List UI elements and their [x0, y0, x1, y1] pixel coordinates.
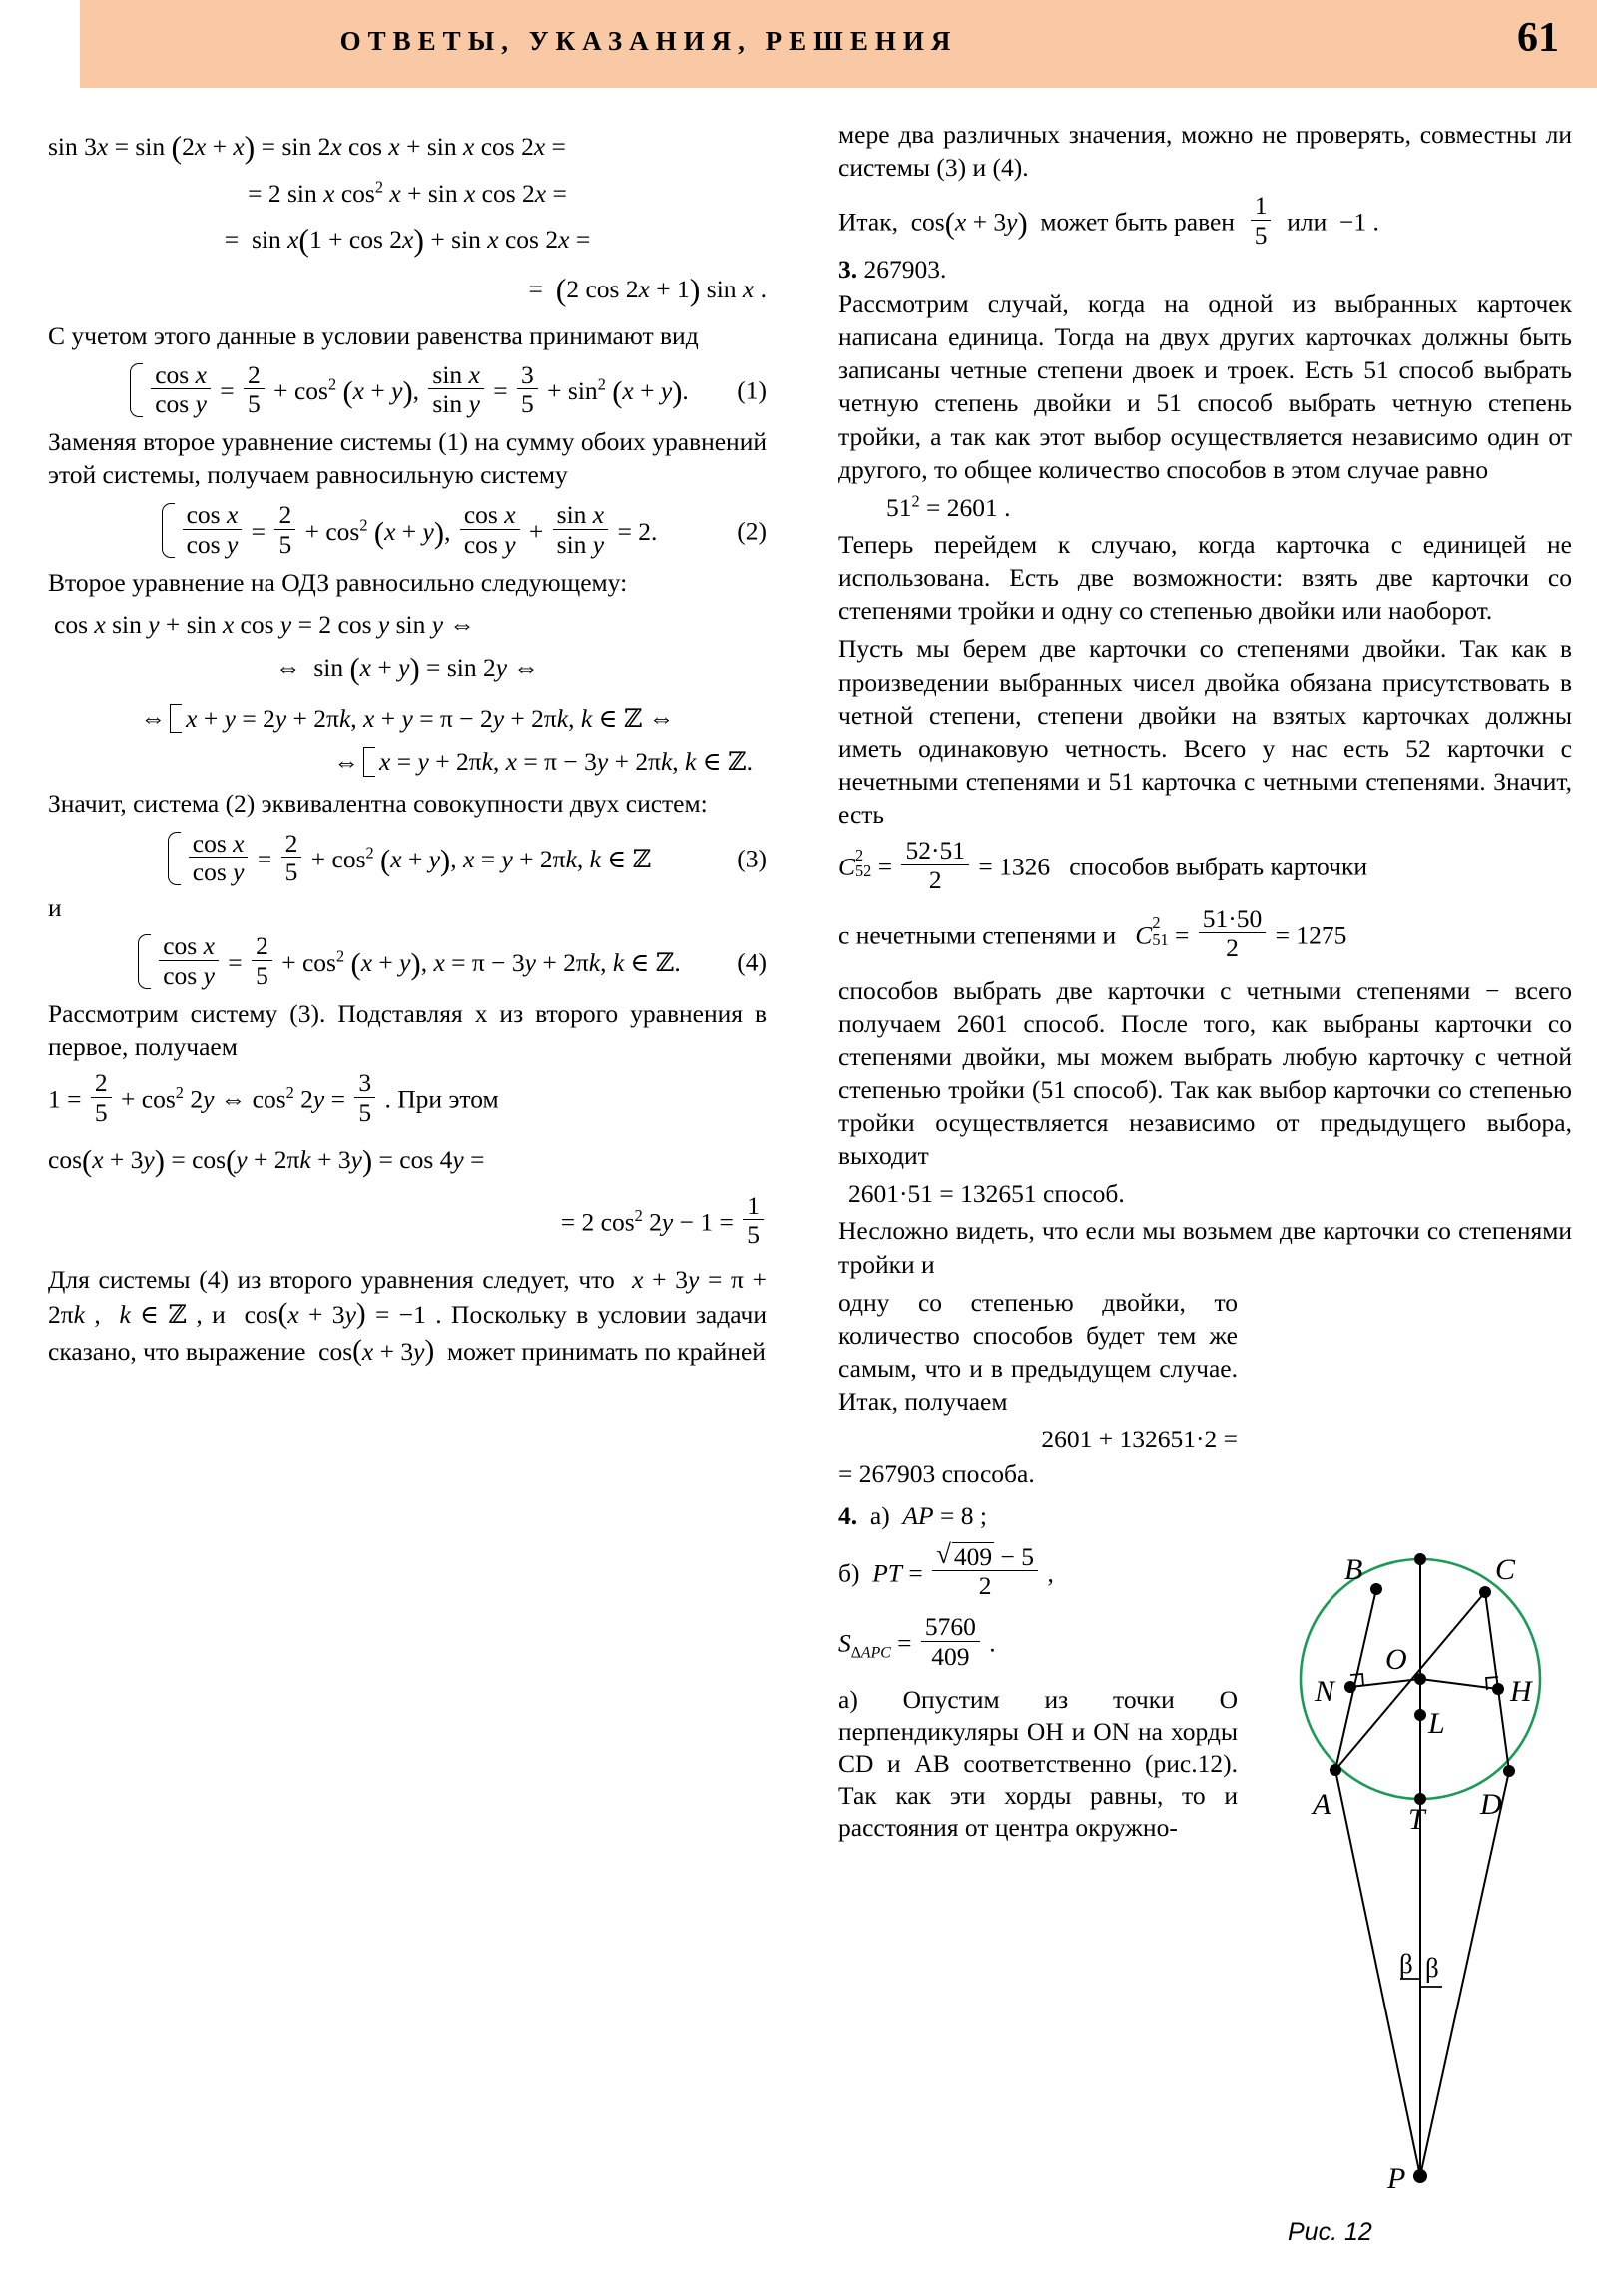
equation-sin3x-line3: = sin x(1 + cos 2x) + sin x cos 2x = [224, 222, 591, 258]
system-1-wrapper [48, 361, 767, 420]
figure-labels [1311, 1553, 1534, 2195]
paragraph-solution-4a: а) Опустим из точки O перпендикуляры OH и ON на хорды CD и AB соответственно (рис.12). Так как эти хорды равны, то и расстояния от центра окружно- [838, 1684, 1238, 1843]
answer-4-a: 4. а) AP = 8 ; [838, 1500, 987, 1530]
label-A: A [1313, 1788, 1331, 1821]
equation-chain-2: ⇔ sin (x + y) = sin 2y ⇔ [275, 652, 539, 687]
paragraph-three-powers-rest: одну со степенью двойки, то количество способов будет тем же самым, что и в предыдущем случае. Итак, получаем [838, 1287, 1238, 1417]
equation-substitution: 1 = $\frac{2}{5}$ + $\cos^2 2y$ ⇔ $\cos^2 2y$ = $\frac{3}{5}$ . При этом [48, 1068, 499, 1127]
equation-chain-1: cos x sin y + sin x cos y = 2 cos y sin y ⇔ [54, 610, 475, 640]
equation-sin3x-line4: = (2 cos 2x + 1) sin x . [528, 273, 767, 308]
equation-tag-1: (1) [737, 375, 767, 405]
label-B: B [1344, 1553, 1363, 1586]
answer-4-area: $S_{\Delta APC}$ = $\frac{5760}{409}$ . [838, 1612, 996, 1671]
label-N: N [1315, 1675, 1335, 1708]
label-beta-left: β [1399, 1949, 1413, 1979]
equation-c51-line: с нечетными степенями и C 2 51 = $\frac{51\cdot 50}{2}$ = 1275 [838, 903, 1347, 963]
paragraph-three-powers-intro: Несложно видеть, что если мы возьмем две карточки со степенями тройки и [838, 1216, 1572, 1279]
equation-51-squared: $51^2 = 2601$ . [886, 491, 1011, 522]
answer-3 [838, 253, 1572, 286]
label-O: O [1385, 1643, 1407, 1676]
paragraph-itak: Итак, cos(x + 3y) может быть равен $\frac{1}{5}$ или −1 . [838, 191, 1379, 250]
paragraph-system-4-conclusion: Для системы (4) из второго уравнения следует, что x + 3y = π + 2πk , k ∈ ℤ , и cos(x + 3y) = −1 . Поскольку в условии задачи сказано, что выражение cos(x + 3y) может принимать по крайней [48, 1265, 767, 1368]
label-D: D [1480, 1788, 1502, 1821]
label-L: L [1428, 1707, 1445, 1740]
label-beta-right: β [1425, 1953, 1439, 1983]
figure-segments [1335, 1559, 1509, 2176]
system-4-wrapper [48, 932, 767, 991]
text-after-c52: способов выбрать карточки [1069, 852, 1367, 881]
equation-chain-3: ⇔ x + y = 2y + 2πk, x + y = π − 2y + 2πk, k ∈ ℤ ⇔ [48, 699, 767, 735]
paragraph-equivalent-set: Значит, система (2) эквивалентна совокупности двух систем: [48, 788, 708, 818]
answer-4-b: б) PT = √ $\frac{409 - 5}{2}$ , [838, 1542, 1238, 1602]
paragraph-with-condition: С учетом этого данные в условии равенства принимают вид [48, 321, 699, 351]
page-number: 61 [1517, 15, 1559, 61]
label-P: P [1387, 2162, 1406, 2195]
equation-sin3x-line1: sin 3x = sin (2x + x) = sin 2x cos x + sin x cos 2x = [48, 130, 566, 165]
geometry-figure-svg [1253, 1517, 1597, 2276]
equation-2601-times-51: 2601·51 = 132651 способ. [848, 1179, 1125, 1209]
equation-c52-line: C 2 52 = $\frac{52\cdot 51}{2}$ = 1326 способов выбрать карточки [838, 836, 1367, 894]
label-T: T [1408, 1803, 1425, 1836]
answer-4-label: 4. [838, 1500, 858, 1530]
conjunction-and: и [48, 893, 62, 923]
system-3: $\frac{\text{cos x}}{\text{cos y}}$ = $\frac{2}{5}$ + $\cos^2 (x + y)$, x = y + 2πk, k ∈ ℤ [164, 830, 651, 888]
system-2: $\frac{\text{cos x}}{\text{cos y}}$ = $\frac{2}{5}$ + $\cos^2 (x + y)$, $\frac{\text{cos x}}{\text{cos y}}$ + $\frac{\text{sin x}}{\text{sin y}}$ = 2. [158, 501, 658, 560]
label-H: H [1510, 1675, 1532, 1708]
geometry-figure [1253, 1517, 1597, 2276]
equation-tag-3: (3) [737, 844, 767, 873]
figure-caption: Рис. 12 [1288, 2218, 1372, 2246]
paragraph-two-values: мере два различных значения, можно не проверять, совместны ли системы (3) и (4). [838, 120, 1572, 183]
paragraph-two-twos-cards: Пусть мы берем две карточки со степенями двойки. Так как в произведении выбранных чисел двойка обязана присутствовать в четной степени, степени двойки на взятых карточках должны иметь одинаковую четность. Всего у нас есть 52 карточки с нечетными степенями и 51 карточка с четными степенями. Значит, есть [838, 634, 1572, 830]
equation-total-result: = 267903 способа. [838, 1459, 1035, 1489]
paragraph-even-powers-total: способов выбрать две карточки с четными степенями − всего получаем 2601 способ. После того, как выбраны карточки со степенями двойки, мы можем выбрать любую карточку с четной степенью тройки (51 способ). Так как выбор карточки со степенью тройки осуществляется независимо от предыдущего выбора, выходит [838, 975, 1572, 1171]
paragraph-case-unit-card: Рассмотрим случай, когда на одной из выбранных карточек написана единица. Тогда на двух других карточках должны быть записаны четные степени двоек и троек. Есть 51 способ выбрать четную степень двойки и 51 способ выбрать четную степень тройки, а так как этот выбор осуществляется независимо один от другого, то общее количество способов в этом случае равно [838, 289, 1572, 484]
equation-tag-4: (4) [737, 947, 767, 977]
equation-sin3x-line2: = 2 sin x $\cos^2 x + \sin x$ cos 2x = [248, 177, 567, 209]
equation-chain-4: ⇔ x = y + 2πk, x = π − 3y + 2πk, k ∈ ℤ. [48, 743, 753, 779]
system-3-wrapper [48, 830, 767, 888]
paragraph-no-unit-card: Теперь перейдем к случаю, когда карточка с единицей не использована. Есть две возможности: взять две карточки со степенями тройки и одну со степенью двойки или наоборот. [838, 530, 1572, 626]
label-C: C [1495, 1553, 1516, 1586]
equation-tag-2: (2) [737, 516, 767, 546]
text-c51-lead: с нечетными степенями и [838, 920, 1117, 950]
answer-3-label: 3. [838, 254, 858, 284]
paragraph-replace-equation: Заменяя второе уравнение системы (1) на сумму обоих уравнений этой системы, получаем равносильную систему [48, 427, 767, 490]
equation-cos-x-3y: cos(x + 3y) = cos(y + 2πk + 3y) = cos 4y = [48, 1143, 485, 1178]
system-4: $\frac{\text{cos x}}{\text{cos y}}$ = $\frac{2}{5}$ + $\cos^2 (x + y)$, x = π − 3y + 2πk, k ∈ ℤ. [134, 932, 681, 991]
system-1: $\frac{\text{cos x}}{\text{cos y}}$ = $\frac{2}{5}$ + $\cos^2 (x + y)$, $\frac{\text{sin x}}{\text{sin y}}$ = $\frac{3}{5}$ + $\sin^2 (x + y)$. [126, 361, 689, 420]
paragraph-consider-system-3: Рассмотрим систему (3). Подставляя x из второго уравнения в первое, получаем [48, 999, 767, 1062]
left-column [48, 118, 767, 1375]
answer-3-value: 267903. [863, 254, 947, 284]
system-2-wrapper [48, 501, 767, 560]
equation-total-sum: 2601 + 132651·2 = [1041, 1425, 1238, 1454]
page-title: ОТВЕТЫ, УКАЗАНИЯ, РЕШЕНИЯ [339, 26, 958, 56]
equation-cos-x-3y-value: = 2 $\cos^2 2y - 1$ = $\frac{1}{5}$ [48, 1192, 767, 1251]
paragraph-odz: Второе уравнение на ОДЗ равносильно следующему: [48, 568, 628, 598]
figure-angle-labels [1399, 1949, 1439, 1983]
